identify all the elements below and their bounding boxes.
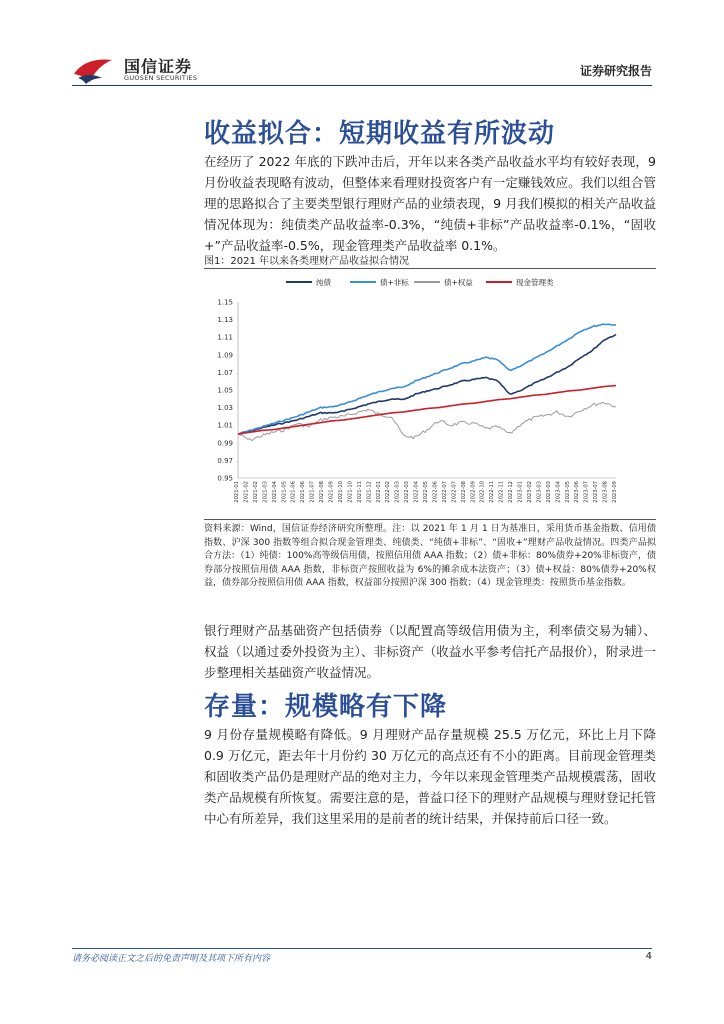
x-tick-label: 2023-01	[517, 481, 524, 503]
y-tick-label: 1.09	[217, 351, 233, 360]
section-title-yield-fit: 收益拟合：短期收益有所波动	[204, 119, 556, 149]
x-tick-label: 2023-07	[583, 481, 590, 503]
x-tick-label: 2021-05	[281, 481, 288, 503]
figure-top-rule	[204, 268, 656, 269]
x-tick-label: 2022-11	[498, 481, 505, 503]
logo-chinese-name: 国信证券	[124, 57, 193, 76]
y-tick-label: 1.03	[217, 404, 233, 413]
x-tick-label: 2022-04	[413, 481, 420, 503]
section-paragraph-underlying-assets: 银行理财产品基础资产包括债券（以配置高等级信用债为主，利率债交易为辅）、权益（以通过委外投资为主）、非标资产（收益水平参考信托产品报价），附录进一步整理相关基础资产收益情况。	[204, 623, 656, 680]
legend-label: 现金管理类	[516, 278, 554, 287]
chart-y-axis	[217, 299, 238, 483]
legend-label: 纯债	[316, 278, 331, 287]
logo-english-name: GUOSEN SECURITIES	[124, 74, 198, 82]
figure-source-note: 资料来源：Wind，国信证券经济研究所整理。注：以 2021 年 1 月 1 日为基准日，采用货币基金指数、信用债指数、沪深 300 指数等组合拟合现金管理类、纯债类、“纯债+非标”、“固收+”理财产品收益情况。四类产品拟合方法：（1）纯债：100%高等级信用债，按照信用债 AAA 指数；（2）债+非标：80%债券+20%非标资产，债券部分按照信用债 AAA 指数，非标资产按照收益为 6%的摊余成本法资产；（3）债+权益：80%债券+20%权益，债券部分按照信用债 AAA 指数，权益部分按照沪深 300 指数；（4）现金管理类：按照货币基金指数。	[204, 524, 656, 588]
x-tick-label: 2021-08	[319, 481, 326, 503]
page-number: 4	[645, 951, 652, 962]
x-tick-label: 2023-08	[602, 481, 609, 503]
x-tick-label: 2021-03	[262, 481, 269, 503]
x-tick-label: 2022-03	[404, 481, 411, 503]
company-logo	[72, 52, 202, 86]
section-paragraph-yield-fit: 在经历了 2022 年底的下跌冲击后，开年以来各类产品收益水平均有较好表现，9 月份收益表现略有波动，但整体来看理财投资客户有一定赚钱效应。我们以组合管理的思路拟合了主要类型银行理财产品的业绩表现，9 月我们模拟的相关产品收益情况体现为：纯债类产品收益率-0.3%，“纯债+非标”产品收益率-0.1%，“固收+”产品收益率-0.5%，现金管理类产品收益率 0.1%。	[204, 154, 656, 253]
legend-label: 债+非标	[380, 278, 409, 287]
y-tick-label: 1.13	[217, 316, 233, 325]
x-tick-label: 2021-06	[290, 481, 297, 503]
y-tick-label: 1.15	[217, 298, 233, 307]
x-tick-label: 2023-03	[536, 481, 543, 503]
x-tick-label: 2022-07	[451, 481, 458, 503]
x-tick-label: 2022-03	[394, 481, 401, 503]
x-tick-label: 2022-09	[470, 481, 477, 503]
chart-plot-area	[238, 324, 616, 440]
footer-disclaimer: 请务必阅读正文之后的免责声明及其项下所有内容	[72, 954, 271, 964]
y-tick-label: 0.95	[217, 474, 233, 483]
series-line	[238, 324, 616, 434]
y-tick-label: 0.99	[217, 439, 233, 448]
x-tick-label: 2021-02	[243, 481, 250, 503]
x-tick-label: 2023-04	[555, 481, 562, 503]
x-tick-label: 2023-07	[593, 481, 600, 503]
x-tick-label: 2022-05	[423, 481, 429, 503]
y-tick-label: 1.05	[217, 386, 233, 395]
x-tick-label: 2022-06	[432, 481, 439, 503]
x-tick-label: 2021-10	[337, 481, 344, 503]
chart-legend	[286, 277, 554, 287]
x-tick-label: 2021-04	[271, 481, 278, 503]
legend-label: 债+权益	[444, 278, 473, 287]
x-tick-label: 2022-02	[385, 481, 392, 503]
x-tick-label: 2021-11	[356, 481, 363, 503]
y-tick-label: 1.01	[217, 421, 233, 430]
x-tick-label: 2021-06	[300, 481, 307, 503]
guosen-logo-icon	[72, 52, 116, 86]
x-tick-label: 2021-07	[309, 481, 316, 503]
yield-fit-line-chart	[204, 272, 656, 516]
x-tick-label: 2022-11	[489, 481, 496, 503]
x-tick-label: 2021-10	[347, 481, 354, 503]
x-tick-label: 2023-03	[545, 481, 552, 503]
x-tick-label: 2022-10	[479, 481, 486, 503]
x-tick-label: 2022-01	[375, 481, 382, 503]
figure-bottom-rule	[204, 519, 656, 520]
x-tick-label: 2023-09	[612, 481, 618, 503]
series-line	[238, 386, 616, 434]
x-tick-label: 2023-06	[574, 481, 581, 503]
x-tick-label: 2021-12	[366, 481, 373, 503]
chart-x-axis	[234, 478, 618, 503]
y-tick-label: 1.07	[217, 368, 233, 377]
report-type-label: 证券研究报告	[579, 64, 652, 78]
x-tick-label: 2021-01	[234, 481, 240, 503]
x-tick-label: 2022-08	[460, 481, 467, 503]
header-divider	[72, 85, 652, 86]
x-tick-label: 2021-02	[252, 481, 259, 503]
x-tick-label: 2023-05	[564, 481, 571, 503]
x-tick-label: 2022-12	[508, 481, 515, 503]
x-tick-label: 2022-07	[441, 481, 448, 503]
footer-divider	[72, 948, 652, 949]
section-paragraph-stock-scale: 9 月份存量规模略有降低。9 月理财产品存量规模 25.5 万亿元，环比上月下降 0.9 万亿元，距去年十月份约 30 万亿元的高点还有不小的距离。目前现金管理类和固收类产品仍是理财产品的绝对主力，今年以来现金管理类产品规模震荡，固收类产品规模有所恢复。需要注意的是，普益口径下的理财产品规模与理财登记托管中心有所差异，我们这里采用的是前者的统计结果，并保持前后口径一致。	[204, 727, 656, 826]
y-tick-label: 0.97	[217, 456, 233, 465]
section-title-stock-scale: 存量：规模略有下降	[204, 692, 448, 722]
y-tick-label: 1.11	[217, 333, 233, 342]
x-tick-label: 2023-02	[526, 481, 533, 503]
x-tick-label: 2021-09	[328, 481, 335, 503]
series-line	[238, 335, 616, 434]
figure-caption: 图1：2021 年以来各类理财产品收益拟合情况	[204, 256, 409, 267]
